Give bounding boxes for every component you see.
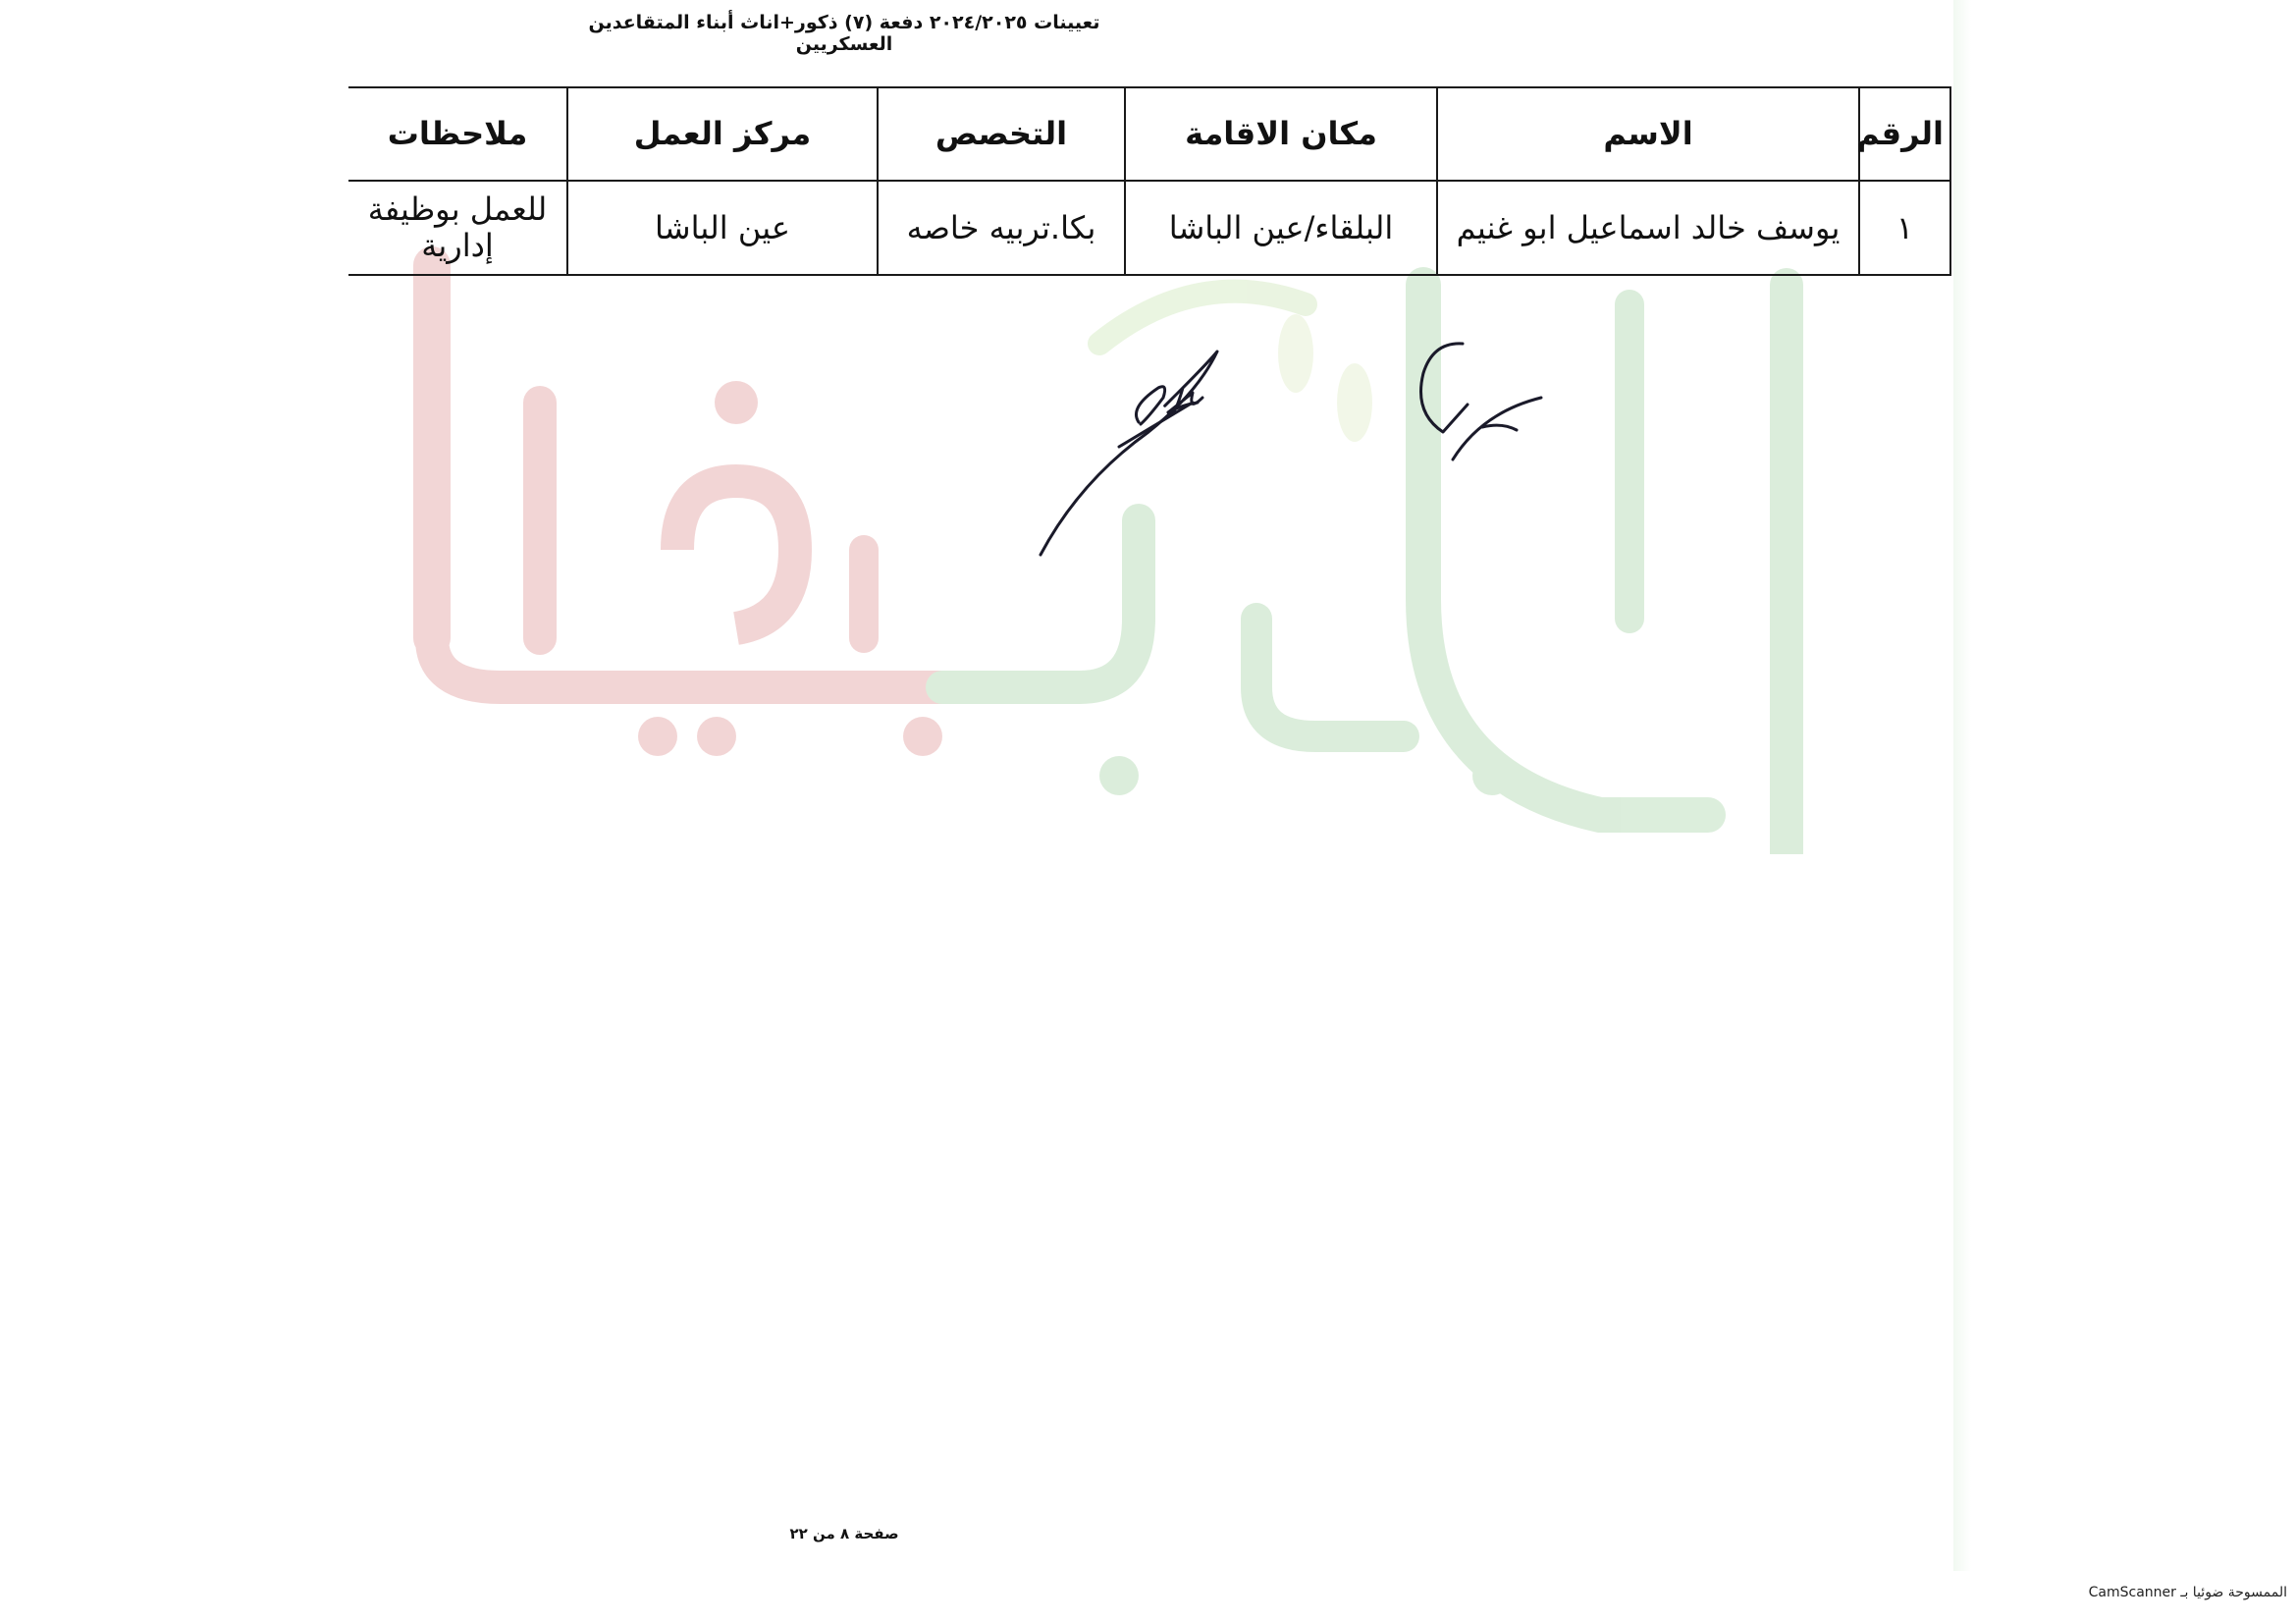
header-name: الاسم <box>1437 87 1859 181</box>
table-row <box>348 181 1950 275</box>
cell-work-center: عين الباشا <box>567 181 878 275</box>
paper-edge <box>1953 0 1971 1571</box>
appointments-table <box>348 86 1951 276</box>
signatures <box>1021 334 1610 569</box>
scan-credit: الممسوحة ضوئيا بـ CamScanner <box>2088 1585 2287 1600</box>
signature-left <box>1041 352 1217 555</box>
cell-residence: البلقاء/عين الباشا <box>1125 181 1437 275</box>
cell-number: ١ <box>1859 181 1950 275</box>
cell-notes: للعمل بوظيفة إدارية <box>348 181 567 275</box>
table-header-row <box>348 87 1950 181</box>
document-title: تعيينات ٢٠٢٤/٢٠٢٥ دفعة (٧) ذكور+اناث أبناء المتقاعدين العسكريين <box>588 12 1100 55</box>
cell-name: يوسف خالد اسماعيل ابو غنيم <box>1437 181 1859 275</box>
header-notes: ملاحظات <box>348 87 567 181</box>
cell-specialization: بكا.تربيه خاصه <box>878 181 1125 275</box>
header-number: الرقم <box>1859 87 1950 181</box>
signature-right <box>1421 344 1542 460</box>
page-number: صفحة ٨ من ٢٢ <box>789 1525 899 1542</box>
header-work-center: مركز العمل <box>567 87 878 181</box>
header-residence: مكان الاقامة <box>1125 87 1437 181</box>
header-specialization: التخصص <box>878 87 1125 181</box>
